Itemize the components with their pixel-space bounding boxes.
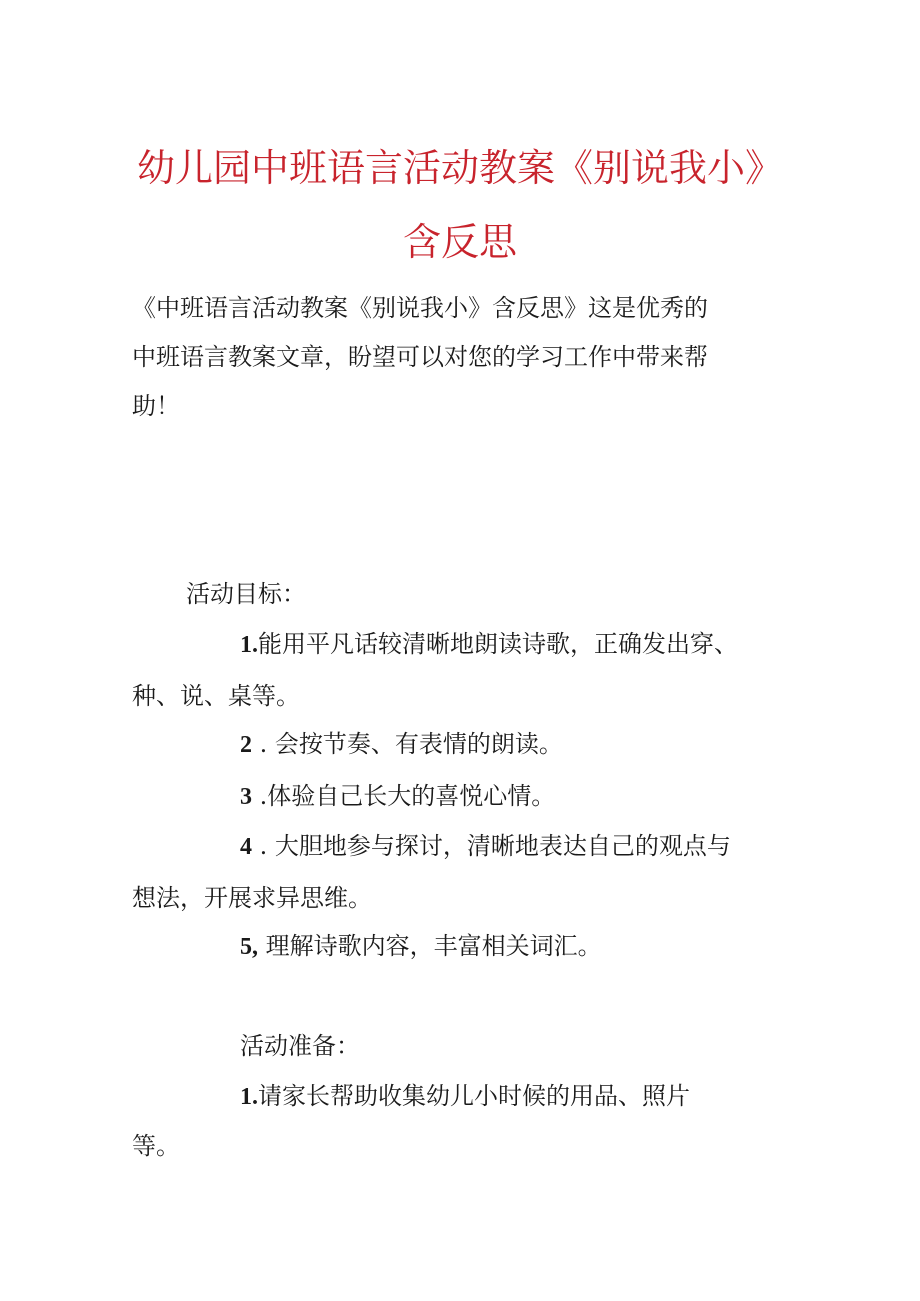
prep-text: 请家长帮助收集幼儿小时候的用品、照片	[258, 1082, 690, 1110]
intro-paragraph	[132, 284, 792, 431]
goal-text: . 会按节奏、有表情的朗读。	[252, 730, 563, 758]
prep-number: 1.	[240, 1084, 258, 1110]
goal-item-2	[240, 720, 563, 770]
document-title-line1: 幼儿园中班语言活动教案《别说我小》	[136, 146, 783, 190]
goal-text: 理解诗歌内容，丰富相关词汇。	[258, 932, 602, 960]
intro-line: 中班语言教案文章，盼望可以对您的学习工作中带来帮	[132, 343, 708, 371]
prep-item-1	[240, 1072, 690, 1122]
goal-item-5	[240, 922, 602, 972]
intro-line: 《中班语言活动教案《别说我小》含反思》这是优秀的	[132, 294, 708, 322]
goal-number: 5,	[240, 934, 258, 960]
goal-number: 3	[240, 784, 252, 810]
goal-item-1	[240, 620, 738, 670]
goal-number: 1.	[240, 632, 258, 658]
prep-item-1-continuation: 等。	[132, 1132, 180, 1160]
document-title-line2: 含反思	[402, 220, 517, 264]
goal-item-3	[240, 772, 555, 822]
intro-line: 助！	[132, 392, 180, 420]
goal-number: 4	[240, 834, 252, 860]
goal-text: .体验自己长大的喜悦心情。	[252, 782, 556, 810]
goal-item-4-continuation: 想法，开展求异思维。	[132, 884, 372, 912]
prep-heading: 活动准备：	[240, 1032, 360, 1060]
goal-text: . 大胆地参与探讨，清晰地表达自己的观点与	[252, 832, 731, 860]
goals-heading: 活动目标：	[186, 580, 306, 608]
goal-item-1-continuation: 种、说、桌等。	[132, 682, 300, 710]
goal-text: 能用平凡话较清晰地朗读诗歌，正确发出穿、	[258, 630, 738, 658]
goal-item-4	[240, 822, 731, 872]
goal-number: 2	[240, 732, 252, 758]
